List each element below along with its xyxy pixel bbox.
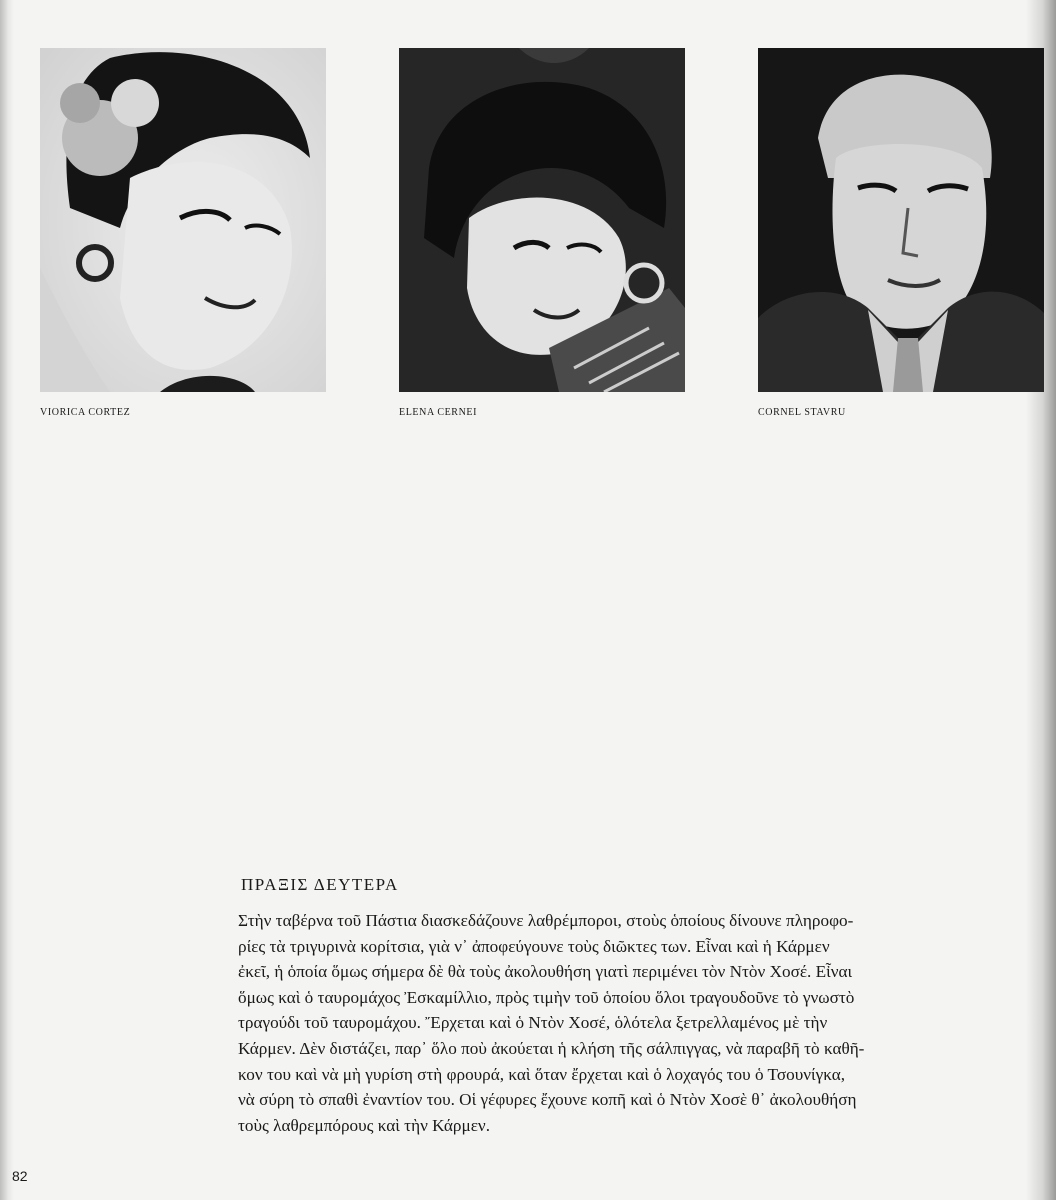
photo-caption: ELENA CERNEI — [399, 407, 478, 418]
paragraph-line: νὰ σύρη τὸ σπαθὶ ἐναντίον του. Οἱ γέφυρες ἔχουνε κοπῆ καὶ ὁ Ντὸν Χοσὲ θ᾽ ἀκολουθήση — [238, 1090, 857, 1110]
synopsis-paragraph — [238, 908, 1044, 1138]
section-title: ΠΡΑΞΙΣ ΔΕΥΤΕΡΑ — [241, 875, 399, 894]
portrait-photo-viorica-cortez — [40, 48, 326, 392]
paragraph-line: Στὴν ταβέρνα τοῦ Πάστια διασκεδάζουνε λαθρέμποροι, στοὺς ὁποίους δίνουνε πληροφο- — [238, 911, 854, 930]
paragraph-line: τραγούδι τοῦ ταυρομάχου. Ἔρχεται καὶ ὁ Ντὸν Χοσέ, ὁλότελα ξετρελλαμένος μὲ τὴν — [238, 1013, 828, 1033]
portrait-photo-cornel-stavru — [758, 48, 1044, 392]
paragraph-line: Κάρμεν. Δὲν διστάζει, παρ᾽ ὅλο ποὺ ἀκούεται ἡ κλήση τῆς σάλπιγγας, νὰ παραβῆ τὸ καθῆ- — [238, 1038, 865, 1058]
photo-caption: CORNEL STAVRU — [758, 407, 846, 418]
paragraph-line: ὅμως καὶ ὁ ταυρομάχος Ἐσκαμίλλιο, πρὸς τιμὴν τοῦ ὁποίου ὅλοι τραγουδοῦνε τὸ γνωστὸ — [238, 987, 855, 1007]
page-gutter-shadow — [0, 0, 14, 1200]
paragraph-line: τοὺς λαθρεμπόρους καὶ τὴν Κάρμεν. — [238, 1115, 491, 1135]
page-number: 82 — [12, 1168, 28, 1184]
paragraph-line: ἐκεῖ, ἡ ὁποία ὅμως σήμερα δὲ θὰ τοὺς ἀκολουθήση γιατὶ περιμένει τὸν Ντὸν Χοσέ. Εἶναι — [238, 962, 853, 982]
paragraph-line: κον του καὶ νὰ μὴ γυρίση στὴ φρουρά, καὶ ὅταν ἔρχεται καὶ ὁ λοχαγός του ὁ Τσουνίγκα, — [238, 1064, 846, 1084]
paragraph-line: ρίες τὰ τριγυρινὰ κορίτσια, γιὰ ν᾽ ἀποφεύγουνε τοὺς διῶκτες των. Εἶναι καὶ ἡ Κάρμεν — [238, 936, 830, 956]
portrait-photo-elena-cernei — [399, 48, 685, 392]
photo-caption: VIORICA CORTEZ — [40, 407, 131, 418]
